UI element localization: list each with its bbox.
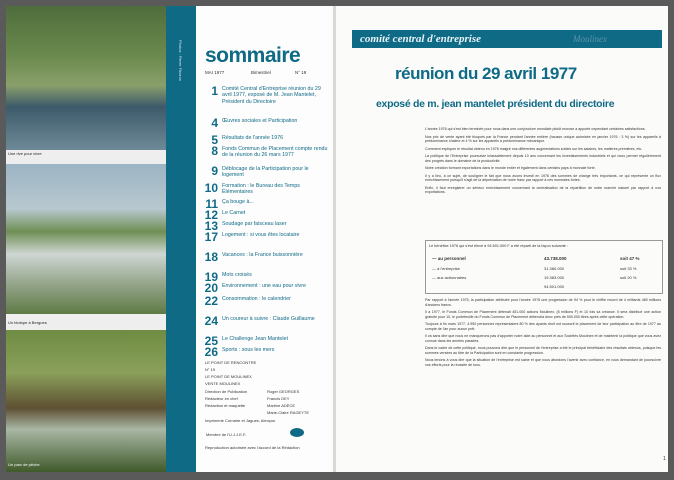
toc-page-number: 25 — [204, 334, 218, 348]
photo-bridge — [6, 330, 166, 472]
article-paragraph: Nos prix de vente ayant été bloqués par la France pendant l'année entière (hausse unique autorisée en janvier 1976 : 3 %) sur les appareils à prédominance chaleur et 4 % sur les appareils à prédominance mécanique. — [425, 134, 661, 144]
toc-title: Fonds Commun de Placement compte rendu de la réunion du 26 mars 1977 — [222, 146, 328, 159]
box-row-amount: 94.501.000 — [544, 284, 565, 289]
toc-page-number: 13 — [204, 219, 218, 233]
toc-page-number: 8 — [211, 144, 218, 158]
box-row-label: — à l'entreprise — [432, 266, 460, 271]
toc-title: Consommation : le calendrier — [222, 296, 291, 302]
toc-page-number: 18 — [204, 250, 218, 264]
photo-factory — [6, 164, 166, 314]
toc-page-number: 5 — [211, 133, 218, 147]
issue-number: N° 19 — [295, 70, 307, 75]
box-row-amount: 43.738.000 — [544, 256, 567, 261]
toc-page-number: 22 — [204, 294, 218, 308]
article-subhead: exposé de m. jean mantelet président du directoire — [376, 98, 615, 110]
toc-title: Soudage par faisceau laser — [222, 221, 287, 227]
box-row-label: — au personnel — [432, 256, 466, 261]
section-title: comité central d'entreprise — [360, 33, 481, 45]
page-title: sommaire — [205, 44, 301, 67]
credit-name: Marie-Claire RAGEYTE — [267, 410, 310, 415]
credit-name: Roger GEORGES — [267, 389, 300, 394]
section-ghost-logo: Moulinex — [573, 34, 607, 44]
toc-title: Résultats de l'année 1976 — [222, 135, 284, 141]
article-paragraph: Il va sans dire que nous ne manquerons pas d'apporter notre aide au personnel et aux Sociétés Moulinex et de maintenir la politique que vous avez connue dans les années passées. — [425, 334, 661, 343]
photo-caption-1: Une rive pour vivre — [8, 151, 42, 156]
issue-date: MAI 1977 — [205, 70, 225, 75]
ujjef-logo-icon — [290, 428, 304, 437]
box-row-amount: 19.383.000 — [544, 275, 565, 280]
article-paragraph: L'année 1976 qui s'est bien terminée pour nous dans une conjoncture mondiale plutôt morose a apporté cependant certaines satisfactions. — [425, 127, 646, 131]
toc-title: Logement : si vous êtes locataire — [222, 232, 300, 238]
toc-page-number: 24 — [204, 314, 218, 328]
article-paragraph: Enfin, il faut enregistrer un sérieux enrichissement concernant la centralisation de la répartition de notre marché naturel par rapport à nos exportations. — [425, 185, 661, 195]
credit-role: Rédaction et maquette — [205, 403, 246, 408]
box-row-percent: soit 33 % — [620, 266, 637, 271]
article-paragraph: Il a 1977, le Fonds Commun de Placement détenait 451.000 actions Moulinex, (6 millions F) et 10 fois sa créance. Il sera distribué une action gratuite pour 10, le portefeuille du Fonds Commun de Placement détiendra donc près de 500.000 titres après cette opération. — [425, 310, 661, 319]
toc-title: Ça bouge à... — [222, 199, 254, 205]
article-paragraph: Il y a lieu, à ce sujet, de souligner le fait que nous avons investi en 1976 des sommes de change très importants, ce qui représente un flux enrichissement puisqu'il s'agit de la dépréciation de notre franc par rapport à ces monnaies fortes. — [425, 173, 661, 183]
box-row-percent: soit 20 % — [620, 275, 637, 280]
credit-name: Martine ADÈCE — [267, 403, 296, 408]
vertical-credit: Photos : Pierre Fleuron — [178, 40, 183, 82]
toc-title: Environnement : une eau pour vivre — [222, 283, 306, 289]
credit-role: Imprimerie Cornaire et Jagues, Alençon — [205, 418, 276, 423]
toc-title: Vacances : la France buissonnière — [222, 252, 303, 258]
toc-page-number: 17 — [204, 230, 218, 244]
photo-caption-2: Un biotope à Bergues — [8, 320, 47, 325]
article-body-continued — [425, 298, 661, 371]
masthead-line: LE POINT DE MOULINEX — [205, 374, 252, 379]
toc-title: Le Carnet — [222, 210, 246, 216]
toc-page-number: 9 — [211, 164, 218, 178]
profit-distribution-box — [425, 240, 663, 294]
box-title: Le bénéfice 1976 qui s'est élevé à 94.501.000 F a été réparti de la façon suivante : — [429, 244, 568, 248]
photo-caption-3: Un parc de pêche — [8, 462, 40, 467]
masthead-line: LE POINT DE RENCONTRE — [205, 360, 257, 365]
toc-page-number: 1 — [211, 84, 218, 98]
article-paragraph: Nous tenons à vous dire que la situation de l'entreprise est saine et que nous abordons l'avenir avec confiance, en vous demandant de poursuivre vos efforts pour la réussite de tous. — [425, 358, 661, 368]
box-row-percent: soit 47 % — [620, 256, 640, 261]
toc-page-number: 20 — [204, 281, 218, 295]
credit-role: Direction de Publication — [205, 389, 248, 394]
toc-title: Le Challenge Jean Mantelet — [222, 336, 288, 342]
box-row-amount: 31.380.000 — [544, 266, 565, 271]
masthead-line: VENTE MOULINEX — [205, 381, 241, 386]
box-row-label: — aux actionnaires — [432, 275, 467, 280]
toc-page-number: 19 — [204, 270, 218, 284]
issue-period: Bimestriel — [251, 70, 271, 75]
toc-page-number: 26 — [204, 345, 218, 359]
masthead-line: N° 19 — [205, 367, 216, 372]
article-paragraph: La politique de l'Entreprise poursuivie inlassablement depuis 10 ans concernant les investissements industriels et qui nous permet régulièrement des progrès dans le domaine de la productivité. — [425, 154, 661, 163]
credit-name: Francis DEY — [267, 396, 290, 401]
toc-title: Sports : sous les mers — [222, 347, 275, 353]
article-headline: réunion du 29 avril 1977 — [395, 64, 577, 83]
page-number: 1 — [663, 456, 666, 462]
toc-page-number: 10 — [204, 181, 218, 195]
toc-title: Comité Central d'Entreprise réunion du 29 avril 1977, exposé de M. Jean Mantelet, Président du Directoire — [222, 86, 321, 105]
article-body — [425, 127, 661, 198]
article-paragraph: Toujours à fin mars 1977, 4.950 personnes représentaient 80 % des ayants droit ont souscrit le placement de leur participation au titre de 1977 au compte de l'an pour aucun prêt. — [425, 322, 661, 331]
toc-title: Déblocage de la Participation pour le logement — [222, 166, 309, 179]
toc-title: Formation : le Bureau des Temps Élémentaires — [222, 183, 300, 196]
article-paragraph: Notre création formant exportations dans le monde entier et également dans certains pays à monnaie forte. — [425, 166, 596, 171]
article-paragraph: Dans le cadre de cette politique, nous pouvons dire que le personnel de l'entreprise a été le principal bénéficiaire des résultats obtenus, puisque les sommes versées au titre de la Participation sont en constante progression. — [425, 346, 661, 355]
reproduction-note: Reproduction autorisée avec l'accord de la Rédaction — [205, 445, 300, 450]
credit-role: Rédacteur en chef — [205, 396, 238, 401]
toc-page-number: 4 — [211, 116, 218, 130]
article-paragraph: Comment expliquer le résultat obtenu en 1976 malgré nos différentes augmentations subies sur les salaires, les matières premières, etc. — [425, 146, 643, 151]
article-paragraph: Par rapport à l'année 1975, la participation attribuée pour l'année 1976 une progression de 94 % pour le chiffre record de 4 milliards 480 millions d'anciens francs. — [425, 298, 661, 307]
toc-title: Un coureur à suivre : Claude Guillaume — [222, 316, 315, 322]
membership-text: Membre de l'U.J.J.E.F. — [206, 432, 247, 437]
toc-title: Œuvres sociales et Participation — [222, 118, 298, 124]
photo-river — [6, 6, 166, 150]
toc-title: Mots croisés — [222, 272, 252, 278]
toc-page-number: 11 — [205, 197, 218, 211]
toc-page-number: 12 — [204, 208, 218, 222]
